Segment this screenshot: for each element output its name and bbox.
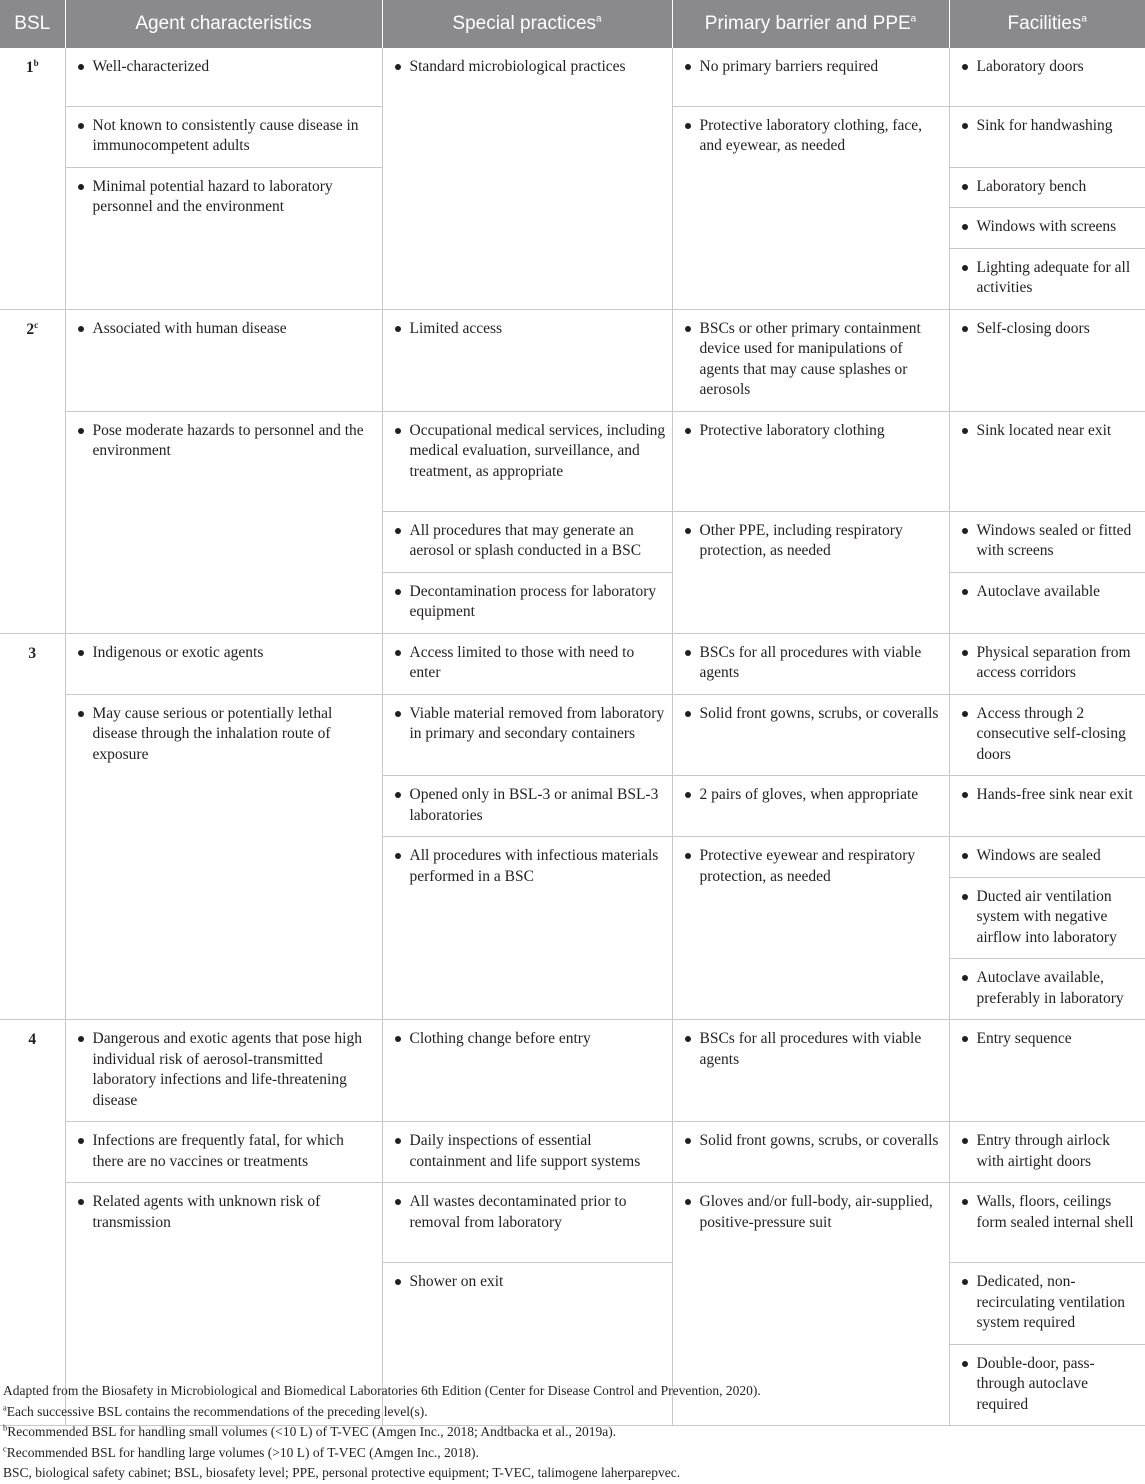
- agent-characteristic: Minimal potential hazard to laboratory personnel and the environment: [65, 167, 382, 309]
- facility: Entry sequence: [949, 1020, 1145, 1122]
- agent-characteristic: Dangerous and exotic agents that pose high individual risk of aerosol-transmitted laboratory infections and life-threatening disease: [65, 1020, 382, 1122]
- facility: Windows with screens: [949, 208, 1145, 249]
- special-practice: Standard microbiological practices: [382, 48, 672, 309]
- facility: Hands-free sink near exit: [949, 776, 1145, 837]
- primary-barrier: Solid front gowns, scrubs, or coveralls: [672, 694, 949, 776]
- facility: Ducted air ventilation system with negative airflow into laboratory: [949, 877, 1145, 959]
- primary-barrier: Protective laboratory clothing: [672, 411, 949, 511]
- footnote-source: Adapted from the Biosafety in Microbiological and Biomedical Laboratories 6th Edition (Center for Disease Control and Prevention, 2020).: [3, 1383, 761, 1398]
- agent-characteristic: Associated with human disease: [65, 309, 382, 411]
- facility: Physical separation from access corridors: [949, 633, 1145, 694]
- footnote-abbreviations: BSC, biological safety cabinet; BSL, biosafety level; PPE, personal protective equipment; T-VEC, talimogene laherparepvec.: [3, 1465, 681, 1480]
- facility: Autoclave available, preferably in laboratory: [949, 959, 1145, 1020]
- primary-barrier: No primary barriers required: [672, 48, 949, 106]
- special-practice: Shower on exit: [382, 1263, 672, 1426]
- special-practice: All wastes decontaminated prior to removal from laboratory: [382, 1183, 672, 1263]
- special-practice: Daily inspections of essential containment and life support systems: [382, 1122, 672, 1183]
- facility: Sink for handwashing: [949, 106, 1145, 167]
- special-practice: Access limited to those with need to enter: [382, 633, 672, 694]
- table-footnotes: [3, 1381, 1143, 1484]
- facility: Double-door, pass-through autoclave required: [949, 1344, 1145, 1426]
- primary-barrier: BSCs for all procedures with viable agents: [672, 633, 949, 694]
- special-practice: Viable material removed from laboratory in primary and secondary containers: [382, 694, 672, 776]
- primary-barrier: Protective laboratory clothing, face, and eyewear, as needed: [672, 106, 949, 309]
- facility: Laboratory doors: [949, 48, 1145, 106]
- header-agent-characteristics: Agent characteristics: [65, 0, 382, 48]
- special-practice: Occupational medical services, including medical evaluation, surveillance, and treatment, as appropriate: [382, 411, 672, 511]
- primary-barrier: BSCs or other primary containment device used for manipulations of agents that may cause splashes or aerosols: [672, 309, 949, 411]
- primary-barrier: Protective eyewear and respiratory protection, as needed: [672, 837, 949, 1020]
- special-practice: All procedures that may generate an aerosol or splash conducted in a BSC: [382, 511, 672, 572]
- agent-characteristic: Well-characterized: [65, 48, 382, 106]
- special-practice: Decontamination process for laboratory equipment: [382, 572, 672, 633]
- special-practice: All procedures with infectious materials performed in a BSC: [382, 837, 672, 1020]
- header-facilities: Facilities$^a$: [949, 0, 1145, 48]
- agent-characteristic: May cause serious or potentially lethal disease through the inhalation route of exposure: [65, 694, 382, 1020]
- facility: Autoclave available: [949, 572, 1145, 633]
- bsl-level-cell: 3: [0, 633, 65, 1020]
- facility: Windows are sealed: [949, 837, 1145, 878]
- table-header-row: [0, 0, 1145, 48]
- bsl-level-cell: 4: [0, 1020, 65, 1426]
- header-primary-barrier: Primary barrier and PPE$^a$: [672, 0, 949, 48]
- facility: Self-closing doors: [949, 309, 1145, 411]
- facility: Entry through airlock with airtight doors: [949, 1122, 1145, 1183]
- agent-characteristic: Related agents with unknown risk of transmission: [65, 1183, 382, 1426]
- agent-characteristic: Not known to consistently cause disease in immunocompetent adults: [65, 106, 382, 167]
- special-practice: Limited access: [382, 309, 672, 411]
- agent-characteristic: Infections are frequently fatal, for which there are no vaccines or treatments: [65, 1122, 382, 1183]
- special-practice: Opened only in BSL-3 or animal BSL-3 laboratories: [382, 776, 672, 837]
- facility: Access through 2 consecutive self-closing doors: [949, 694, 1145, 776]
- facility: Sink located near exit: [949, 411, 1145, 511]
- footnote-a: $^a$Each successive BSL contains the recommendations of the preceding level(s).: [3, 1402, 428, 1419]
- primary-barrier: Other PPE, including respiratory protection, as needed: [672, 511, 949, 633]
- header-special-practices: Special practices$^a$: [382, 0, 672, 48]
- header-bsl: BSL: [0, 0, 65, 48]
- agent-characteristic: Pose moderate hazards to personnel and the environment: [65, 411, 382, 633]
- facility: Windows sealed or fitted with screens: [949, 511, 1145, 572]
- facility: Dedicated, non-recirculating ventilation system required: [949, 1263, 1145, 1345]
- facility: Walls, floors, ceilings form sealed internal shell: [949, 1183, 1145, 1263]
- bsl-level-cell: 2$^c$: [0, 309, 65, 633]
- primary-barrier: 2 pairs of gloves, when appropriate: [672, 776, 949, 837]
- primary-barrier: BSCs for all procedures with viable agents: [672, 1020, 949, 1122]
- agent-characteristic: Indigenous or exotic agents: [65, 633, 382, 694]
- primary-barrier: Solid front gowns, scrubs, or coveralls: [672, 1122, 949, 1183]
- footnote-b: $^b$Recommended BSL for handling small volumes (<10 L) of T-VEC (Amgen Inc., 2018; Andtbacka et al., 2019a).: [3, 1422, 617, 1439]
- primary-barrier: Gloves and/or full-body, air-supplied, positive-pressure suit: [672, 1183, 949, 1426]
- facility: Laboratory bench: [949, 167, 1145, 208]
- facility: Lighting adequate for all activities: [949, 248, 1145, 309]
- special-practice: Clothing change before entry: [382, 1020, 672, 1122]
- footnote-c: $^c$Recommended BSL for handling large volumes (>10 L) of T-VEC (Amgen Inc., 2018).: [3, 1443, 479, 1460]
- bsl-level-cell: 1$^b$: [0, 48, 65, 309]
